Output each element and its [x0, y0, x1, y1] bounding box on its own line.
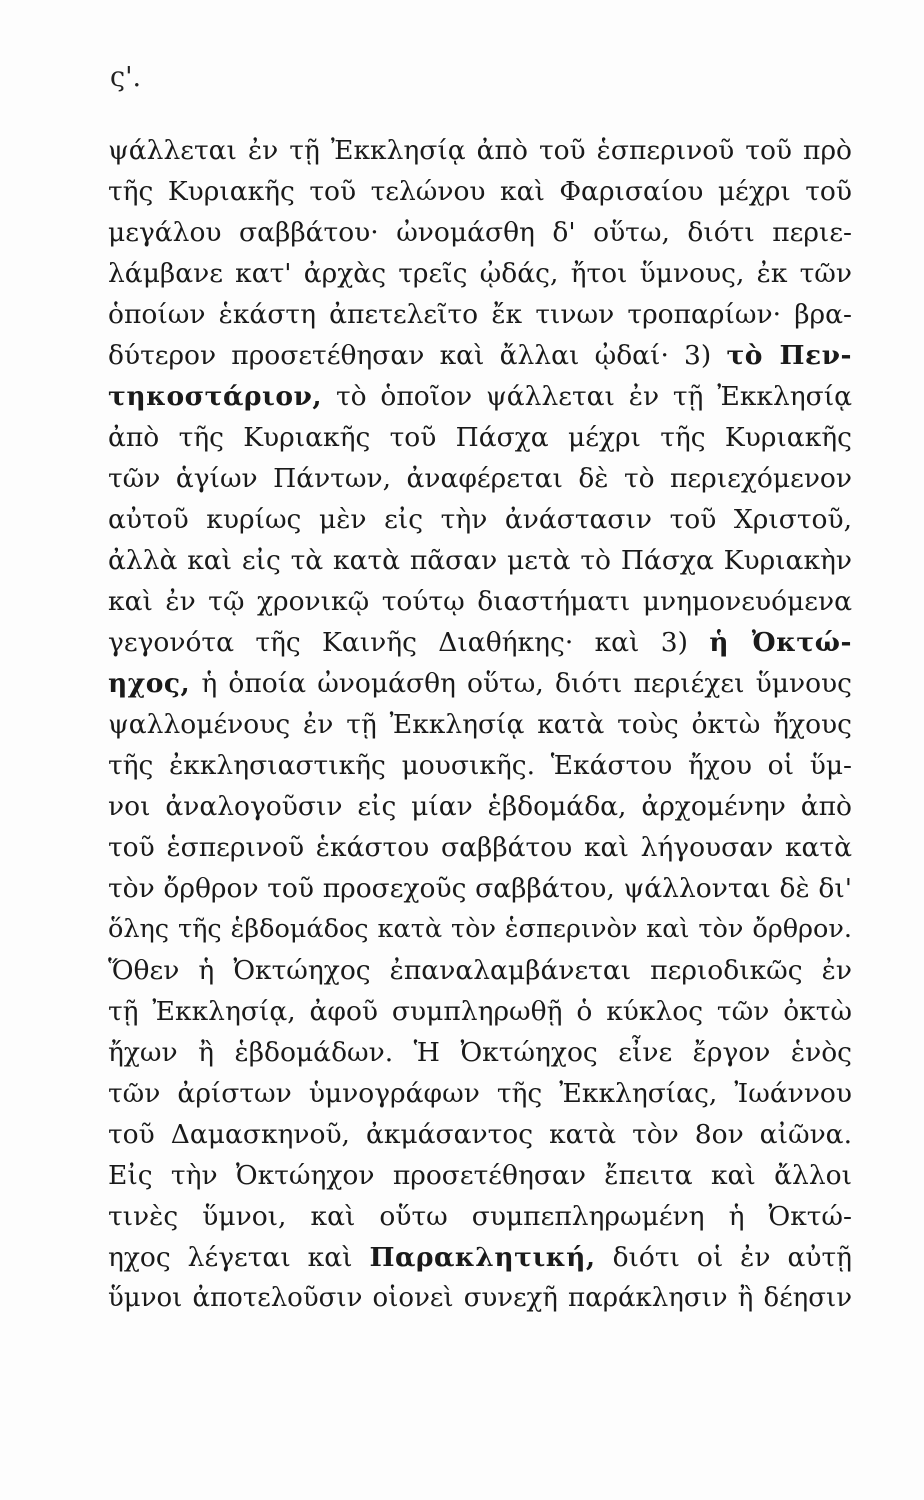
bold-term: ηχος,: [108, 668, 191, 699]
text-line: [108, 1073, 852, 1114]
text-run: καὶ ἐν τῷ χρονικῷ τούτῳ διαστήματι μνημονευόμενα: [108, 586, 852, 617]
text-run: τῆς Κυριακῆς τοῦ τελώνου καὶ Φαρισαίου μέχρι τοῦ: [108, 176, 852, 207]
text-run: γεγονότα τῆς Καινῆς Διαθήκης· καὶ 3): [108, 627, 710, 658]
text-run: λάμβανε κατ' ἀρχὰς τρεῖς ᾠδάς, ἤτοι ὕμνους, ἐκ τῶν: [108, 258, 852, 289]
bold-term: τὸ Πεν-: [726, 340, 852, 371]
text-line: [108, 1196, 852, 1237]
text-line: [108, 130, 852, 171]
text-line: [108, 868, 852, 909]
text-run: Ὅθεν ἡ Ὀκτώηχος ἐπαναλαμβάνεται περιοδικῶς ἐν: [108, 955, 852, 986]
text-run: Εἰς τὴν Ὀκτώηχον προσετέθησαν ἔπειτα καὶ ἄλλοι: [108, 1160, 852, 1191]
text-line: [108, 171, 852, 212]
text-run: ψάλλεται ἐν τῇ Ἐκκλησίᾳ ἀπὸ τοῦ ἑσπερινοῦ τοῦ πρὸ: [108, 135, 852, 166]
text-line: [108, 212, 852, 253]
text-line: [108, 704, 852, 745]
text-run: τὸ ὁποῖον ψάλλεται ἐν τῇ Ἐκκλησίᾳ: [322, 381, 852, 412]
text-line: [108, 499, 852, 540]
bold-term: ἡ Ὀκτώ-: [709, 627, 852, 658]
bold-term: τηκοστάριον,: [108, 381, 323, 412]
text-run: διότι οἱ ἐν αὐτῇ: [595, 1242, 852, 1273]
text-run: ηχος λέγεται καὶ: [108, 1242, 370, 1273]
text-line: [108, 458, 852, 499]
text-run: νοι ἀναλογοῦσιν εἰς μίαν ἑβδομάδα, ἀρχομένην ἀπὸ: [108, 791, 852, 822]
text-run: ὁποίων ἑκάστη ἀπετελεῖτο ἔκ τινων τροπαρίων· βρα-: [108, 299, 852, 330]
text-run: τῶν ἀρίστων ὑμνογράφων τῆς Ἐκκλησίας, Ἰωάννου: [108, 1078, 852, 1109]
text-line: [108, 909, 852, 950]
text-run: μεγάλου σαββάτου· ὠνομάσθη δ' οὕτω, διότι περιε-: [108, 217, 852, 248]
bold-term: Παρακλητική,: [369, 1242, 596, 1273]
text-line: [108, 622, 852, 663]
text-line: [108, 294, 852, 335]
text-line: [108, 1032, 852, 1073]
text-run: αὐτοῦ κυρίως μὲν εἰς τὴν ἀνάστασιν τοῦ Χριστοῦ,: [108, 504, 852, 535]
text-line: [108, 581, 852, 622]
text-line: [108, 417, 852, 458]
text-run: ὅλης τῆς ἑβδομάδος κατὰ τὸν ἑσπερινὸν καὶ τὸν ὄρθρον.: [108, 914, 852, 944]
text-run: δύτερον προσετέθησαν καὶ ἄλλαι ᾠδαί· 3): [108, 340, 727, 371]
text-run: ἀπὸ τῆς Κυριακῆς τοῦ Πάσχα μέχρι τῆς Κυριακῆς: [108, 422, 852, 453]
text-line: [108, 950, 852, 991]
text-run: τοῦ Δαμασκηνοῦ, ἀκμάσαντος κατὰ τὸν 8ον αἰῶνα.: [108, 1119, 852, 1150]
text-line: [108, 827, 852, 868]
page-number: ς'.: [110, 62, 142, 93]
text-line: [108, 745, 852, 786]
text-run: τῶν ἁγίων Πάντων, ἀναφέρεται δὲ τὸ περιεχόμενον: [108, 463, 852, 494]
text-run: τινὲς ὕμνοι, καὶ οὕτω συμπεπληρωμένη ἡ Ὀκτώ-: [108, 1201, 852, 1232]
body-text: [108, 130, 852, 1319]
text-line: [108, 1114, 852, 1155]
text-run: τὸν ὄρθρον τοῦ προσεχοῦς σαββάτου, ψάλλονται δὲ δι': [108, 873, 852, 904]
text-run: ἤχων ἢ ἑβδομάδων. Ἡ Ὀκτώηχος εἶνε ἔργον ἑνὸς: [108, 1037, 852, 1068]
text-line: [108, 991, 852, 1032]
text-run: τῆς ἐκκλησιαστικῆς μουσικῆς. Ἑκάστου ἤχου οἱ ὕμ-: [108, 750, 852, 781]
text-run: τοῦ ἑσπερινοῦ ἑκάστου σαββάτου καὶ λήγουσαν κατὰ: [108, 832, 852, 863]
text-run: ἡ ὁποία ὠνομάσθη οὕτω, διότι περιέχει ὕμνους: [190, 668, 852, 699]
text-run: ὕμνοι ἀποτελοῦσιν οἱονεὶ συνεχῆ παράκλησιν ἢ δέησιν: [108, 1283, 852, 1313]
text-line: [108, 1278, 852, 1319]
text-run: τῇ Ἐκκλησίᾳ, ἀφοῦ συμπληρωθῇ ὁ κύκλος τῶν ὀκτὼ: [108, 996, 852, 1027]
text-line: [108, 1155, 852, 1196]
text-line: [108, 1237, 852, 1278]
text-line: [108, 540, 852, 581]
text-line: [108, 663, 852, 704]
text-run: ἀλλὰ καὶ εἰς τὰ κατὰ πᾶσαν μετὰ τὸ Πάσχα Κυριακὴν: [108, 545, 852, 576]
text-line: [108, 335, 852, 376]
text-run: ψαλλομένους ἐν τῇ Ἐκκλησίᾳ κατὰ τοὺς ὀκτὼ ἤχους: [108, 709, 852, 740]
text-line: [108, 376, 852, 417]
text-line: [108, 786, 852, 827]
text-line: [108, 253, 852, 294]
